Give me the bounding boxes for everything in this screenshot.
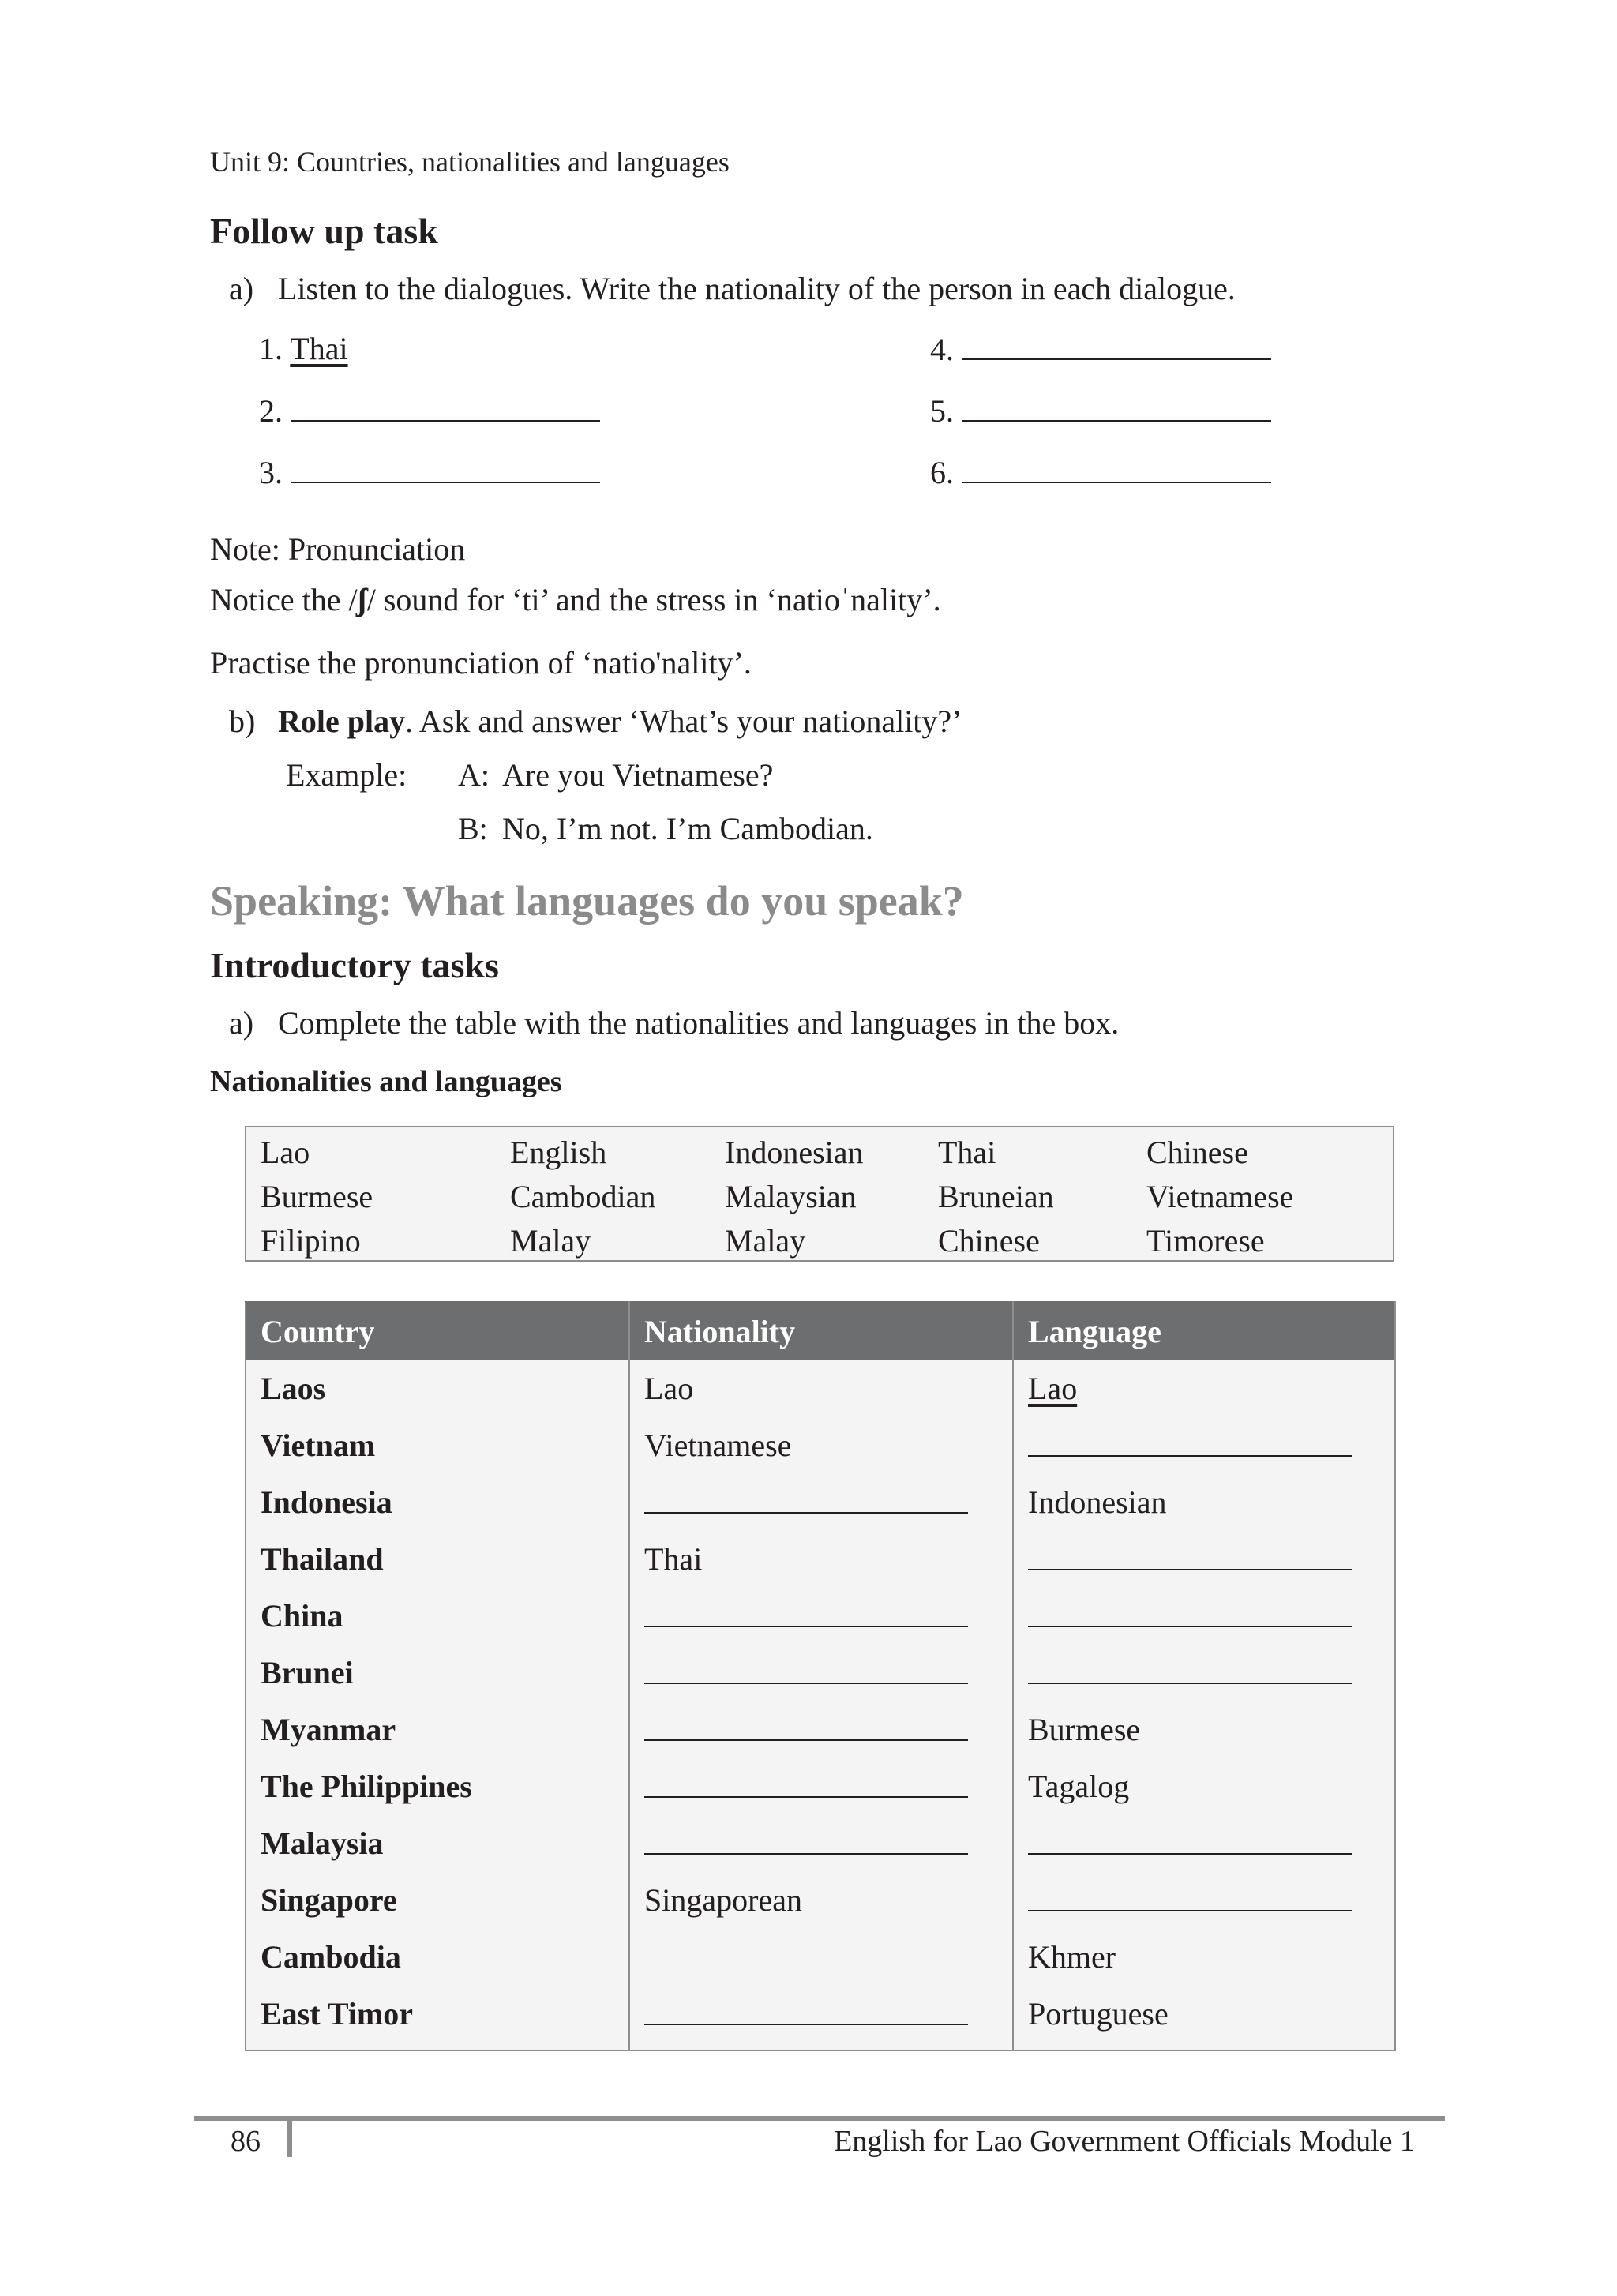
word-box-item: Lao	[261, 1135, 310, 1170]
stress-mark: ˈ	[839, 582, 851, 617]
footer-rule	[194, 2116, 1445, 2121]
word-box-item: Vietnamese	[1146, 1179, 1294, 1214]
language-cell	[1013, 1814, 1395, 1871]
language-blank[interactable]	[1028, 1823, 1352, 1855]
country-cell: East Timor	[246, 1985, 629, 2050]
running-head: Unit 9: Countries, nationalities and languages	[210, 146, 730, 178]
nationality-cell	[629, 1530, 1013, 1587]
word-box-item: Indonesian	[725, 1135, 864, 1170]
notice-middle: / sound for ‘ti’ and the stress in ‘natio	[366, 582, 840, 617]
word-box-item: Bruneian	[938, 1179, 1054, 1214]
word-box-item: Filipino	[261, 1223, 361, 1259]
dialogue-line-a: Are you Vietnamese?	[502, 757, 774, 793]
answer-item-2	[259, 392, 600, 430]
page-number: 86	[231, 2125, 261, 2158]
answer-value: Thai	[290, 331, 348, 366]
intro-task-a-instruction: Complete the table with the nationalities and languages in the box.	[278, 1005, 1120, 1041]
language-cell	[1013, 1701, 1395, 1758]
language-cell	[1013, 1416, 1395, 1473]
answer-item-3	[259, 453, 600, 492]
answer-number: 2.	[259, 393, 283, 429]
language-cell	[1013, 1644, 1395, 1701]
language-cell	[1013, 1360, 1395, 1416]
answer-item-5	[930, 392, 1271, 430]
country-cell: Laos	[246, 1360, 629, 1416]
task-b-text: . Ask and answer ‘What’s your nationality?’	[405, 703, 962, 739]
word-box-item: Chinese	[1146, 1135, 1248, 1170]
book-title: English for Lao Government Officials Module 1	[834, 2125, 1415, 2158]
nationality-cell	[629, 1416, 1013, 1473]
table-row	[246, 1587, 1395, 1644]
nationality-cell	[629, 1871, 1013, 1928]
table-row	[246, 1416, 1395, 1473]
country-cell: Indonesia	[246, 1473, 629, 1530]
country-cell: Singapore	[246, 1871, 629, 1928]
header-nationality: Nationality	[629, 1302, 1013, 1360]
word-box-item: English	[510, 1135, 607, 1170]
table-row	[246, 1985, 1395, 2050]
answer-number: 4.	[930, 332, 954, 367]
phonetic-symbol: ʃ	[357, 582, 367, 617]
nationality-cell	[629, 1985, 1013, 2050]
language-blank[interactable]	[1028, 1653, 1352, 1684]
table-row	[246, 1814, 1395, 1871]
language-cell	[1013, 1985, 1395, 2050]
country-cell: Myanmar	[246, 1701, 629, 1758]
word-box-item: Malaysian	[725, 1179, 857, 1214]
word-box	[245, 1126, 1394, 1262]
answer-number: 1.	[259, 331, 283, 366]
note-title: Note: Pronunciation	[210, 531, 466, 567]
role-play-label: Role play	[278, 703, 406, 739]
nationality-cell	[629, 1814, 1013, 1871]
language-cell	[1013, 1758, 1395, 1814]
word-box-item: Burmese	[261, 1179, 373, 1214]
answer-blank[interactable]	[291, 392, 600, 422]
language-blank[interactable]	[1028, 1539, 1352, 1570]
footer-divider	[287, 2116, 292, 2157]
table-row	[246, 1701, 1395, 1758]
nationality-blank[interactable]	[644, 1653, 968, 1684]
intro-task-a-marker: a)	[229, 1005, 254, 1041]
word-box-item: Timorese	[1146, 1223, 1265, 1259]
language-value: Indonesian	[1028, 1484, 1167, 1520]
nationality-blank[interactable]	[644, 1482, 968, 1514]
word-box-item: Malay	[510, 1223, 591, 1259]
nationality-blank[interactable]	[644, 1596, 968, 1627]
task-a-instruction: Listen to the dialogues. Write the nationality of the person in each dialogue.	[278, 271, 1236, 306]
word-box-item: Malay	[725, 1223, 806, 1259]
table-row	[246, 1871, 1395, 1928]
language-blank[interactable]	[1028, 1425, 1352, 1457]
language-cell	[1013, 1871, 1395, 1928]
table-header-row	[246, 1302, 1395, 1360]
nationality-value: Vietnamese	[644, 1427, 792, 1463]
language-value: Khmer	[1028, 1938, 1116, 1975]
country-cell: Brunei	[246, 1644, 629, 1701]
nationality-value: Thai	[644, 1540, 703, 1577]
language-value: Lao	[1028, 1370, 1078, 1406]
task-b-instruction	[278, 703, 962, 741]
language-cell	[1013, 1530, 1395, 1587]
nationality-value: Singaporean	[644, 1881, 802, 1918]
table-row	[246, 1473, 1395, 1530]
follow-up-heading: Follow up task	[210, 211, 438, 251]
word-box-item: Chinese	[938, 1223, 1040, 1259]
answer-blank[interactable]	[962, 392, 1271, 422]
nationality-table	[245, 1301, 1396, 2051]
nationality-cell	[629, 1360, 1013, 1416]
answer-item-4	[930, 330, 1271, 369]
answer-blank[interactable]	[291, 453, 600, 483]
country-cell: Malaysia	[246, 1814, 629, 1871]
language-blank[interactable]	[1028, 1880, 1352, 1911]
table-row	[246, 1360, 1395, 1416]
country-cell: China	[246, 1587, 629, 1644]
answer-number: 3.	[259, 455, 283, 490]
task-b-marker: b)	[229, 703, 256, 739]
header-country: Country	[246, 1302, 629, 1360]
language-value: Burmese	[1028, 1711, 1141, 1747]
answer-item-6	[930, 453, 1271, 492]
nationality-value: Lao	[644, 1370, 694, 1406]
nationality-blank[interactable]	[644, 1709, 968, 1741]
country-cell: Vietnam	[246, 1416, 629, 1473]
task-a-marker: a)	[229, 271, 254, 306]
section-title: Speaking: What languages do you speak?	[210, 877, 964, 925]
table-row	[246, 1530, 1395, 1587]
answer-number: 6.	[930, 455, 954, 490]
dialogue-speaker-a: A:	[458, 757, 490, 793]
word-box-heading: Nationalities and languages	[210, 1065, 562, 1098]
table-row	[246, 1928, 1395, 1985]
word-box-item: Cambodian	[510, 1179, 656, 1214]
example-label: Example:	[286, 757, 407, 793]
language-cell	[1013, 1473, 1395, 1530]
intro-heading: Introductory tasks	[210, 945, 499, 985]
nationality-cell	[629, 1473, 1013, 1530]
language-cell	[1013, 1928, 1395, 1985]
answer-item-1	[259, 330, 348, 368]
nationality-cell	[629, 1758, 1013, 1814]
word-box-item: Thai	[938, 1135, 996, 1170]
header-language: Language	[1013, 1302, 1395, 1360]
table-row	[246, 1758, 1395, 1814]
language-value: Portuguese	[1028, 1995, 1169, 2032]
notice-prefix: Notice the /	[210, 582, 358, 617]
nationality-blank[interactable]	[644, 1994, 968, 2025]
country-cell: Thailand	[246, 1530, 629, 1587]
nationality-cell	[629, 1701, 1013, 1758]
nationality-blank[interactable]	[644, 1766, 968, 1798]
country-cell: Cambodia	[246, 1928, 629, 1985]
language-cell	[1013, 1587, 1395, 1644]
answer-number: 5.	[930, 393, 954, 429]
country-cell: The Philippines	[246, 1758, 629, 1814]
answer-blank[interactable]	[962, 330, 1271, 360]
notice-end: nality’.	[850, 582, 941, 617]
answer-blank[interactable]	[962, 453, 1271, 483]
nationality-blank[interactable]	[644, 1823, 968, 1855]
language-value: Tagalog	[1028, 1768, 1130, 1804]
nationality-cell	[629, 1644, 1013, 1701]
language-blank[interactable]	[1028, 1596, 1352, 1627]
dialogue-speaker-b: B:	[458, 811, 488, 846]
dialogue-line-b: No, I’m not. I’m Cambodian.	[502, 811, 873, 846]
nationality-cell	[629, 1587, 1013, 1644]
notice-line	[210, 581, 941, 619]
table-row	[246, 1644, 1395, 1701]
practise-line: Practise the pronunciation of ‘natio'nality’.	[210, 645, 752, 681]
nationality-cell	[629, 1928, 1013, 1985]
